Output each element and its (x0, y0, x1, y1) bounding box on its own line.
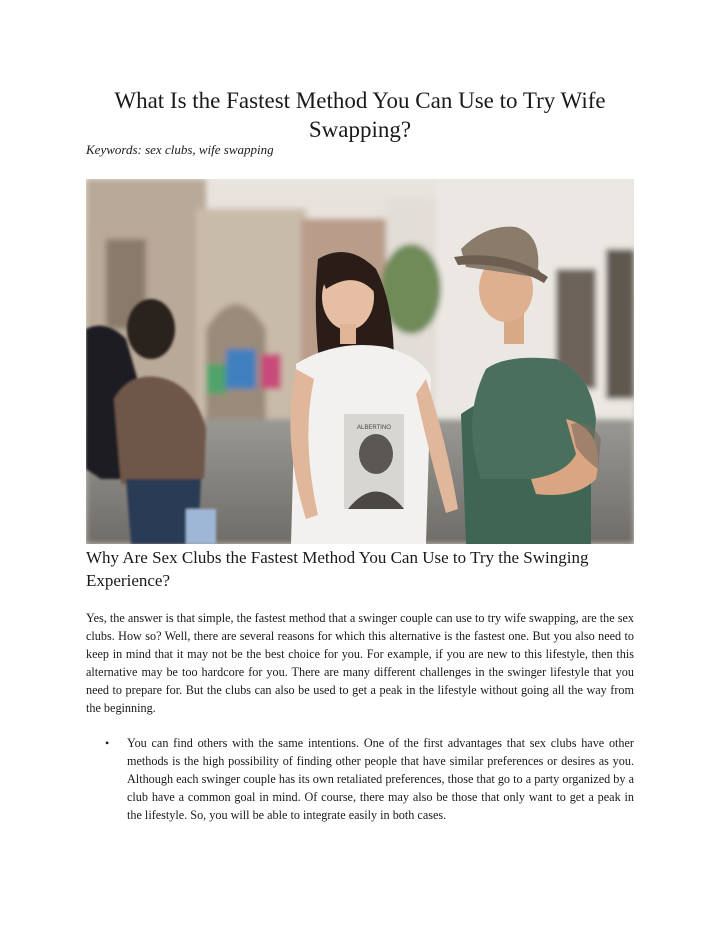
bullet-marker: • (105, 736, 110, 750)
list-item-text: You can find others with the same intentions. One of the first advantages that sex clubs have other methods is the high possibility of finding other people that have similar preferences or desires as you. Although each swinger couple has its own retaliated preferences, those that go to a party organized by a club have a common goal in mind. Of course, there may also be those that only want to get a peak in the lifestyle. So, you will be able to integrate easily in both cases. (127, 736, 634, 823)
body-paragraph: Yes, the answer is that simple, the fastest method that a swinger couple can use to try wife swapping, are the sex clubs. How so? Well, there are several reasons for which this alternative is the fastest one. But you also need to keep in mind that it may not be the best choice for you. For example, if you are new to this lifestyle, then this alternative may be too hardcore for you. There are many different challenges in the swinger lifestyle that you need to prepare for. But the clubs can also be used to get a peak in the lifestyle without going all the way from the beginning. (86, 611, 634, 716)
photo-illustration (86, 179, 634, 544)
list-item (86, 734, 634, 824)
couple-street-photo (86, 179, 634, 544)
keywords-line: Keywords: sex clubs, wife swapping (86, 142, 274, 157)
bullet-list (86, 734, 634, 824)
shirt-print-text: ALBERTINO (357, 425, 391, 431)
page-title: What Is the Fastest Method You Can Use to Try Wife Swapping? (114, 88, 606, 142)
section-heading: Why Are Sex Clubs the Fastest Method You Can Use to Try the Swinging Experience? (86, 548, 589, 590)
